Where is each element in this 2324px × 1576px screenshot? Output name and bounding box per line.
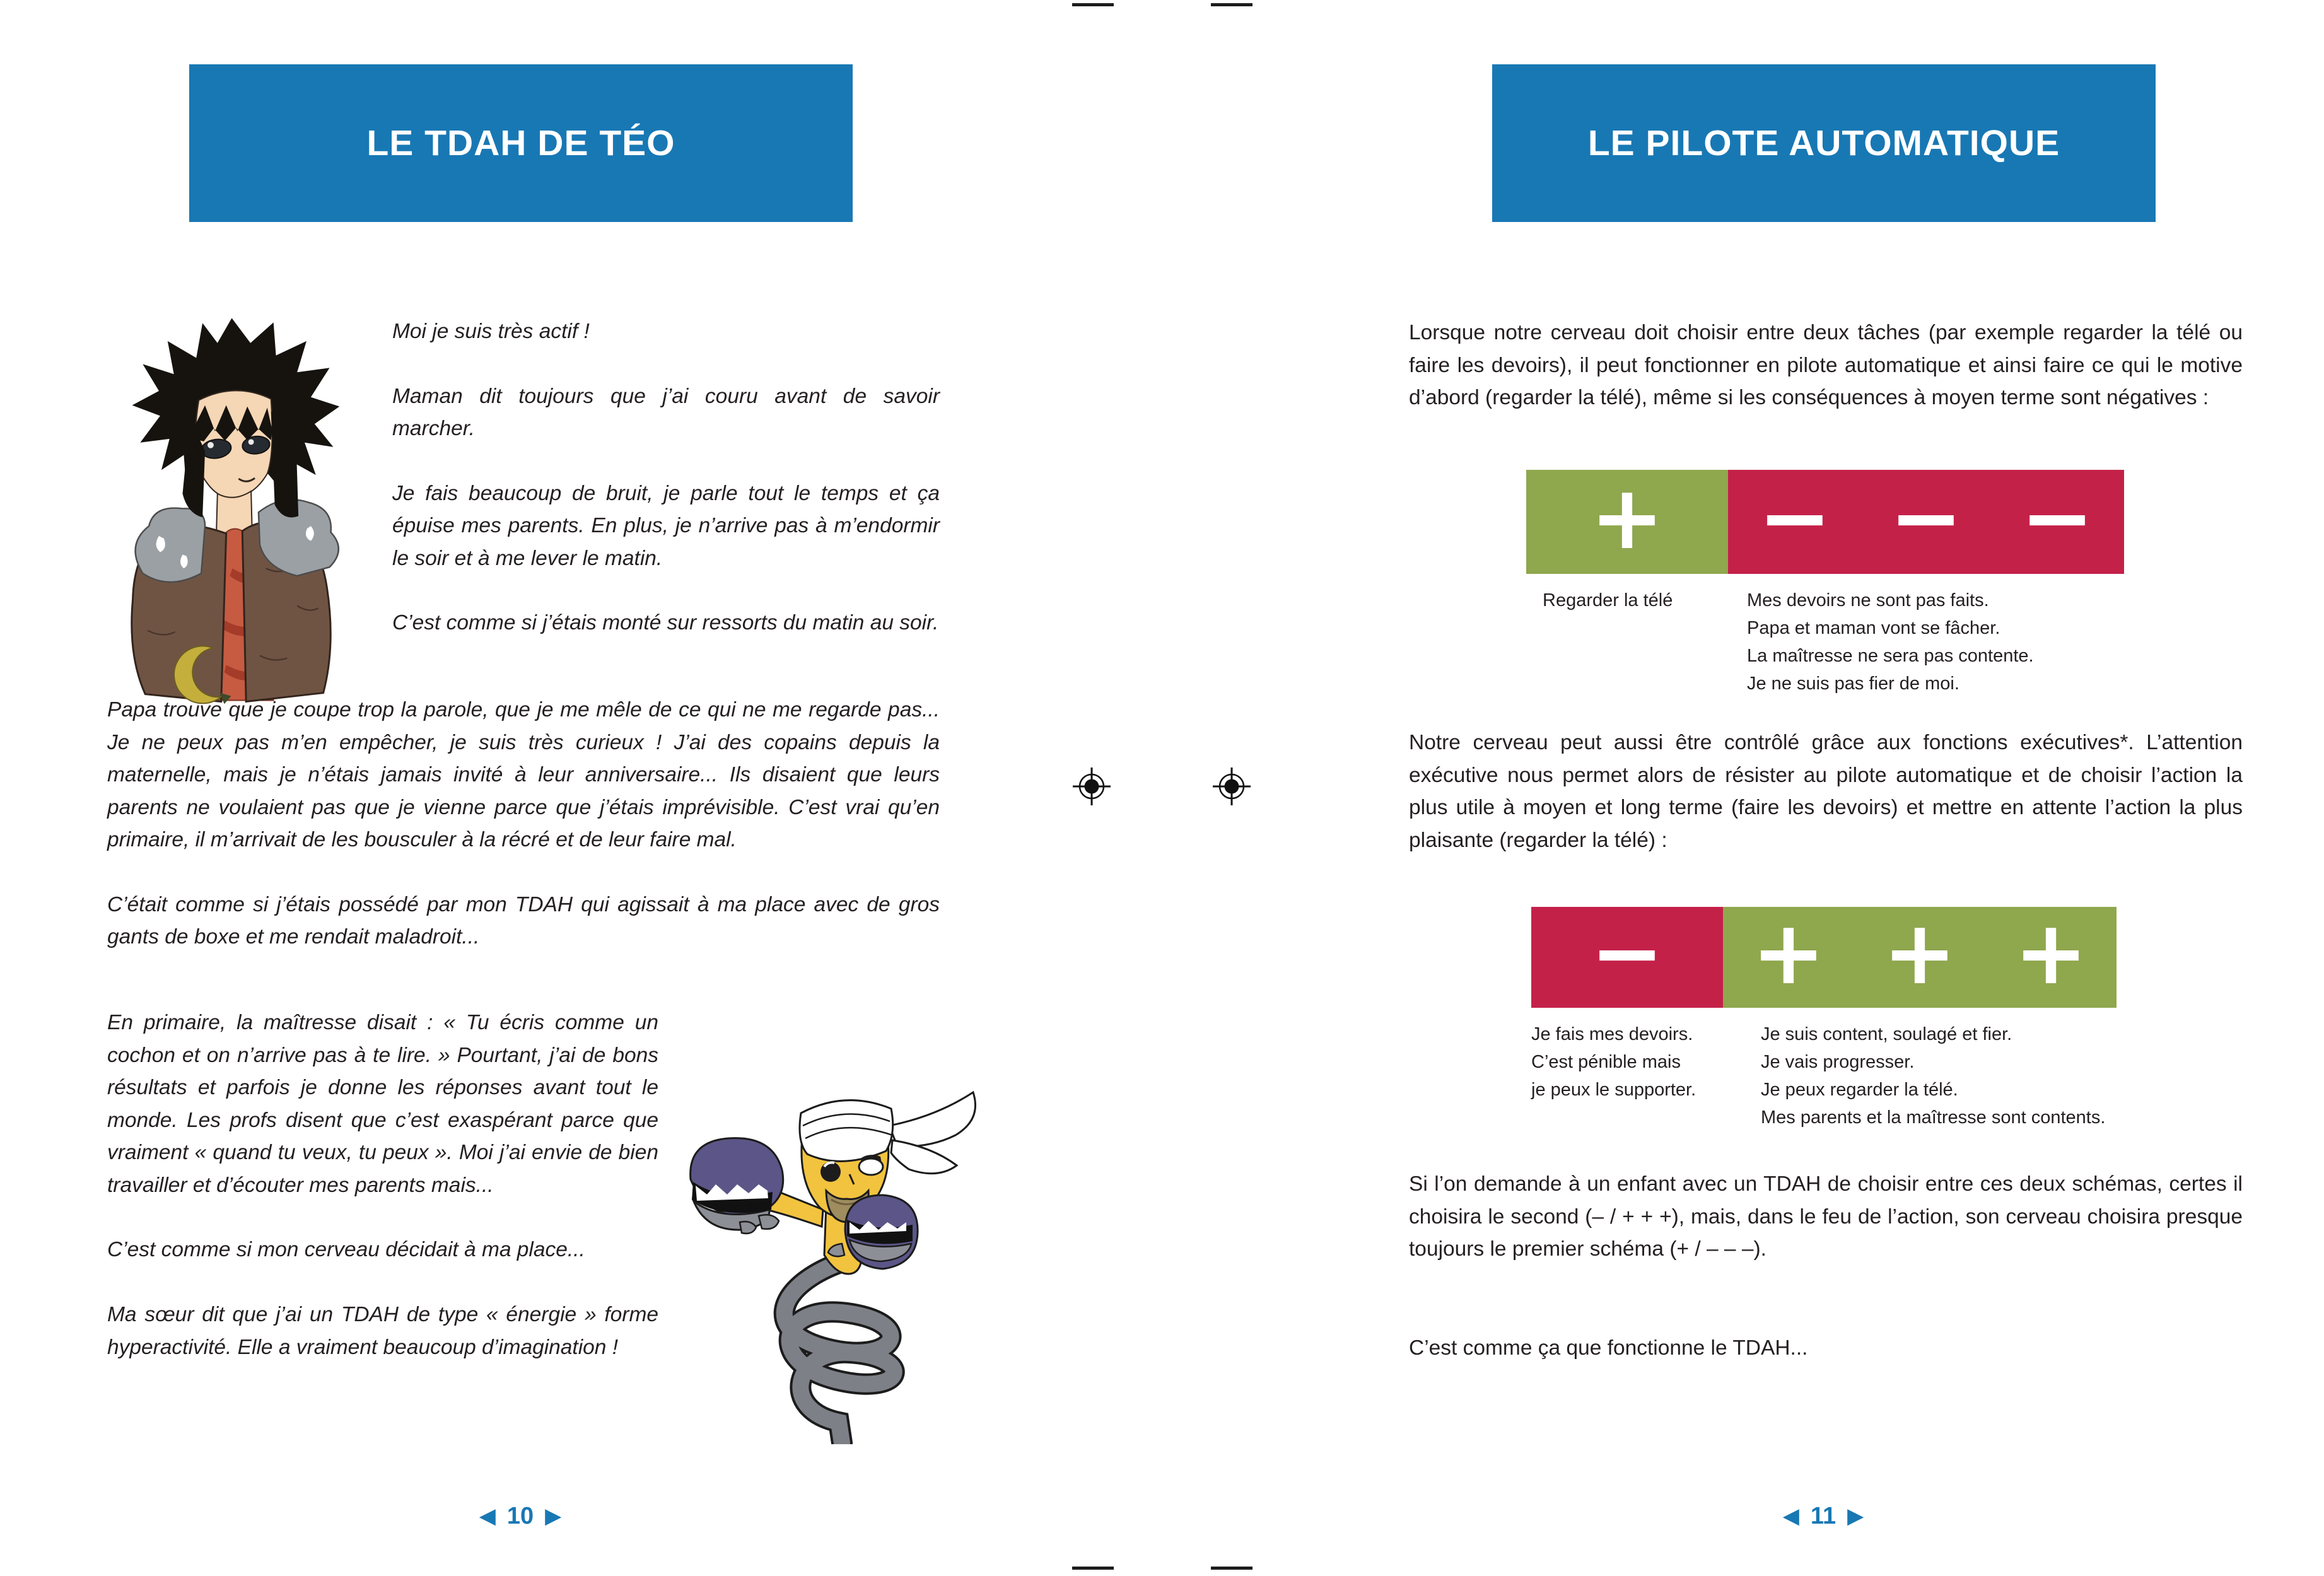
positive-box: [1723, 902, 2117, 1008]
next-page-arrow-icon[interactable]: ▶: [1847, 1503, 1864, 1529]
paragraph: Ma sœur dit que j’ai un TDAH de type « énergie » forme hyperactivité. Elle a vraiment beaucoup d’imagination !: [107, 1303, 658, 1359]
paragraph: C’était comme si j’étais possédé par mon TDAH qui agissait à ma place avec de gros gants de boxe et me rendait maladroit...: [107, 892, 940, 949]
caption-line: Je peux regarder la télé.: [1761, 1080, 1958, 1100]
negative-box: [1531, 902, 1723, 1008]
prev-page-arrow-icon[interactable]: ◀: [479, 1503, 496, 1529]
paragraph: Maman dit toujours que j’ai couru avant de savoir marcher.: [392, 384, 940, 441]
tdah-spring-monster-illustration: [684, 1066, 1000, 1444]
crop-mark-icon: [1072, 1567, 1114, 1570]
negative-caption: [1531, 1020, 1723, 1104]
paragraph: Notre cerveau peut aussi être contrôlé grâce aux fonctions exécutives*. L’attention exécutive nous permet alors de résister au pilote automatique et de choisir l’action la plus utile à moyen et long terme (faire les devoirs) et mettre en attente l’action la plus plaisante (regarder la télé) :: [1409, 731, 2243, 852]
teo-column-text: [107, 1007, 658, 1396]
paragraph: C’est comme ça que fonctionne le TDAH...: [1409, 1336, 1808, 1360]
prev-page-arrow-icon[interactable]: ◀: [1782, 1503, 1799, 1529]
minus-signs: − − −: [1758, 466, 2094, 569]
minus-sign: −: [1590, 902, 1664, 1005]
choice-text: [1409, 1168, 2243, 1298]
plus-signs: + + +: [1751, 902, 2088, 1005]
paragraph: Je fais beaucoup de bruit, je parle tout le temps et ça épuise mes parents. En plus, je n’arrive pas à m’endormir le soir et à me lever le matin.: [392, 481, 940, 570]
schema1-captions: [1526, 587, 2124, 698]
plus-sign: +: [1590, 466, 1664, 569]
caption-line: je peux le supporter.: [1531, 1080, 1696, 1100]
positive-box: [1526, 466, 1728, 574]
schema1-boxes: [1526, 466, 2124, 574]
crop-mark-icon: [1211, 3, 1253, 6]
eye-highlight: [207, 442, 214, 448]
left-page-footer: [445, 1500, 596, 1532]
next-page-arrow-icon[interactable]: ▶: [545, 1503, 562, 1529]
caption-line: Mes devoirs ne sont pas faits.: [1747, 590, 1989, 610]
autopilot-intro-text: [1409, 317, 2243, 447]
schema2-boxes: [1531, 902, 2117, 1008]
executive-functions-text: [1409, 727, 2243, 889]
paragraph: En primaire, la maîtresse disait : « Tu écris comme un cochon et on n’arrive pas à te lire. » Pourtant, j’ai de bons résultats et parfois je donne les réponses avant tout le monde. Les profs disent que c’est exaspérant parce que vraiment « quand tu veux, tu peux ». Moi j’ai envie de bien travailler et d’écouter mes parents mais...: [107, 1011, 658, 1197]
paragraph: C’est comme si j’étais monté sur ressorts du matin au soir.: [392, 611, 939, 635]
caption-line: Papa et maman vont se fâcher.: [1747, 618, 2000, 639]
registration-target-icon: [1071, 766, 1112, 807]
right-page-footer: [1748, 1500, 1899, 1532]
schema-plus-minus: [1526, 466, 2124, 698]
paragraph: Moi je suis très actif !: [392, 320, 590, 343]
caption-line: C’est pénible mais: [1531, 1052, 1681, 1073]
teo-body-text: [107, 694, 940, 986]
paragraph: Papa trouve que je coupe trop la parole, que je me mêle de ce qui ne me regarde pas... Je ne peux pas m’en empêcher, je suis très curieux ! J’ai des copains depuis la maternelle, mais je n’étais jamais invité à leur anniversaire... Ils disaient que leurs parents ne voulaient pas que je vienne parce que j’étais imprévisible. C’est vrai qu’en primaire, il m’arrivait de les bousculer à la récré et de leur faire mal.: [107, 698, 940, 852]
caption-line: Je ne suis pas fier de moi.: [1747, 674, 1959, 694]
conclusion-text: [1409, 1332, 2243, 1397]
positive-caption: [1761, 1020, 2105, 1131]
spring-coil: [785, 1261, 894, 1443]
teo-intro-text: [392, 315, 940, 672]
caption-line: La maîtresse ne sera pas contente.: [1747, 646, 2034, 667]
fur-collar-left: [136, 508, 205, 582]
caption-line: Je suis content, soulagé et fier.: [1761, 1024, 2012, 1044]
registration-target-icon: [1212, 766, 1252, 807]
monster-left-eye: [820, 1162, 841, 1182]
paragraph: Lorsque notre cerveau doit choisir entre deux tâches (par exemple regarder la télé ou faire les devoirs), il peut fonctionner en pilote automatique et ainsi faire ce qui le motive d’abord (regarder la télé), même si les conséquences à moyen terme sont négatives :: [1409, 321, 2243, 410]
crop-mark-icon: [1211, 1567, 1253, 1570]
schema-minus-plus: [1531, 902, 2117, 1131]
right-page-title-banner: [1492, 64, 2156, 222]
left-page-title-banner: [189, 64, 853, 222]
teo-character-illustration: [110, 306, 353, 706]
paragraph: C’est comme si mon cerveau décidait à ma place...: [107, 1238, 585, 1262]
negative-caption: [1747, 587, 2034, 698]
negative-box: [1728, 466, 2124, 574]
caption-line: Je fais mes devoirs.: [1531, 1024, 1693, 1044]
left-page-number: 10: [506, 1503, 534, 1529]
paragraph: Si l’on demande à un enfant avec un TDAH de choisir entre ces deux schémas, certes il choisira le second (– / + + +), mais, dans le feu de l’action, son cerveau choisira presque toujours le premier schéma (+ / – – –).: [1409, 1172, 2243, 1261]
schema2-captions: [1531, 1020, 2117, 1131]
crop-mark-icon: [1072, 3, 1114, 6]
positive-caption: Regarder la télé: [1543, 590, 1673, 610]
left-page-title: LE TDAH DE TÉO: [366, 123, 675, 163]
right-page-title: LE PILOTE AUTOMATIQUE: [1587, 123, 2060, 163]
caption-line: Mes parents et la maîtresse sont contents.: [1761, 1107, 2106, 1128]
right-page-number: 11: [1810, 1503, 1836, 1529]
eye-highlight: [248, 439, 254, 445]
bandana-tail: [889, 1092, 976, 1147]
caption-line: Je vais progresser.: [1761, 1052, 1915, 1073]
